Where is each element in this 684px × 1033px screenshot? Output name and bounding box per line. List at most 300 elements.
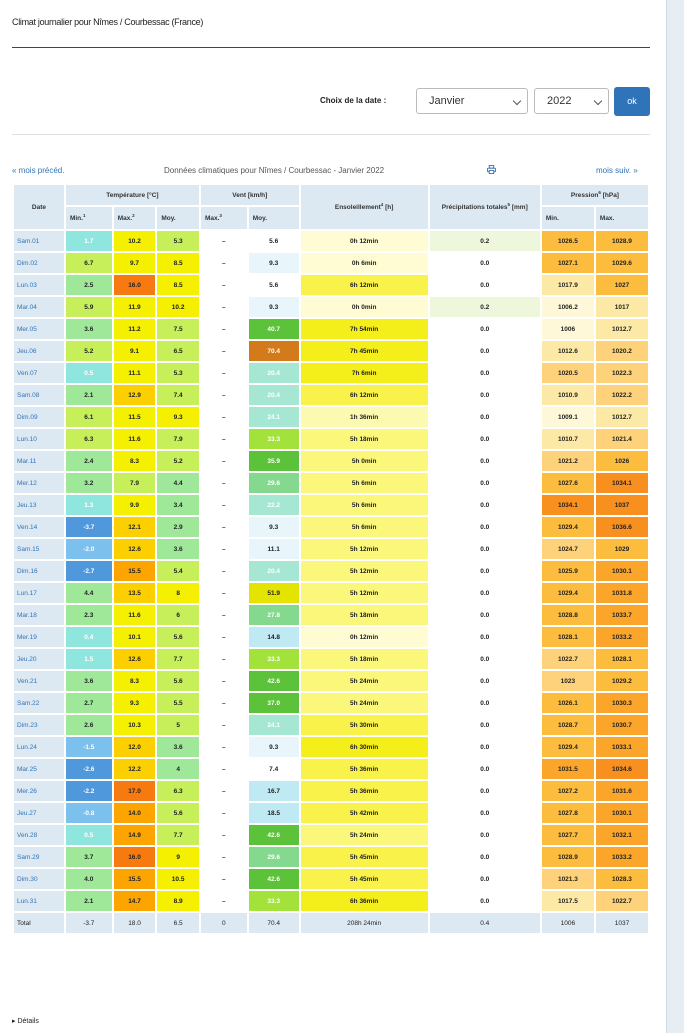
cell-temp-min: -0.8: [66, 803, 112, 823]
cell-pressure-max: 1028.1: [596, 649, 648, 669]
cell-pressure-min: 1034.1: [542, 495, 594, 515]
cell-wind-moy: 37.0: [249, 693, 299, 713]
cell-wind-moy: 20.4: [249, 385, 299, 405]
cell-temp-moy: 3.6: [157, 539, 199, 559]
cell-date[interactable]: Lun.03: [14, 275, 64, 295]
cell-wind-max: –: [201, 825, 247, 845]
header-wind: Vent [km/h]: [201, 185, 299, 205]
cell-pressure-max: 1036.6: [596, 517, 648, 537]
cell-pressure-min: 1017.9: [542, 275, 594, 295]
cell-temp-max: 11.9: [114, 297, 156, 317]
cell-date[interactable]: Mar.18: [14, 605, 64, 625]
cell-pressure-min: 1023: [542, 671, 594, 691]
cell-sunshine: 5h 18min: [301, 605, 428, 625]
cell-wind-moy: 20.4: [249, 561, 299, 581]
table-row: [14, 715, 648, 735]
cell-sunshine: 7h 6min: [301, 363, 428, 383]
cell-date[interactable]: Lun.17: [14, 583, 64, 603]
cell-temp-moy: 8.9: [157, 891, 199, 911]
cell-temp-max: 17.0: [114, 781, 156, 801]
cell-precipitation: 0.0: [430, 693, 540, 713]
cell-date[interactable]: Ven.07: [14, 363, 64, 383]
cell-date[interactable]: Lun.24: [14, 737, 64, 757]
table-row: [14, 825, 648, 845]
cell-pressure-max: 1030.3: [596, 693, 648, 713]
cell-pressure-min: 1012.6: [542, 341, 594, 361]
cell-pressure-max: 1030.1: [596, 803, 648, 823]
header-date: Date: [14, 185, 64, 229]
cell-pressure-max: 1031.6: [596, 781, 648, 801]
cell-temp-max: 15.5: [114, 561, 156, 581]
cell-temp-max: 7.9: [114, 473, 156, 493]
header-temp-max-text: Max.: [117, 215, 133, 223]
print-icon[interactable]: [487, 165, 496, 174]
cell-pressure-min: 1028.1: [542, 627, 594, 647]
cell-temp-moy: 5: [157, 715, 199, 735]
cell-pressure-min: 1029.4: [542, 737, 594, 757]
cell-precipitation: 0.0: [430, 407, 540, 427]
cell-wind-max: –: [201, 803, 247, 823]
cell-pressure-min: 1027.7: [542, 825, 594, 845]
cell-date[interactable]: Sam.22: [14, 693, 64, 713]
cell-wind-moy: 9.3: [249, 737, 299, 757]
cell-precipitation: 0.0: [430, 649, 540, 669]
cell-sunshine: 0h 6min: [301, 253, 428, 273]
cell-sunshine: 0h 12min: [301, 231, 428, 251]
cell-wind-max: –: [201, 275, 247, 295]
cell-sunshine: 6h 12min: [301, 275, 428, 295]
cell-temp-max: 12.2: [114, 759, 156, 779]
cell-precipitation: 0.0: [430, 825, 540, 845]
cell-date[interactable]: Jeu.20: [14, 649, 64, 669]
cell-temp-moy: 2.9: [157, 517, 199, 537]
cell-pressure-min: 1010.7: [542, 429, 594, 449]
cell-sunshine: 5h 24min: [301, 671, 428, 691]
cell-wind-max: –: [201, 407, 247, 427]
table-row: [14, 693, 648, 713]
cell-sunshine: 1h 36min: [301, 407, 428, 427]
month-select-value: Janvier: [429, 95, 465, 107]
cell-wind-moy: 9.3: [249, 517, 299, 537]
cell-precipitation: 0.0: [430, 495, 540, 515]
cell-pressure-max: 1012.7: [596, 407, 648, 427]
header-pressure-min: Min.: [542, 207, 594, 229]
cell-pressure-max: 1028.9: [596, 231, 648, 251]
cell-temp-min: 6.1: [66, 407, 112, 427]
table-row: [14, 759, 648, 779]
cell-temp-moy: 3.6: [157, 737, 199, 757]
cell-temp-moy: 3.4: [157, 495, 199, 515]
cell-pressure-max: 1031.8: [596, 583, 648, 603]
cell-precipitation: 0.2: [430, 297, 540, 317]
table-row: [14, 649, 648, 669]
cell-wind-max: –: [201, 627, 247, 647]
cell-temp-moy: 5.2: [157, 451, 199, 471]
cell-wind-max: –: [201, 517, 247, 537]
cell-wind-moy: 35.9: [249, 451, 299, 471]
cell-temp-max: 15.5: [114, 869, 156, 889]
header-precip-sup: 5: [507, 202, 511, 208]
cell-temp-min: 3.2: [66, 473, 112, 493]
cell-date[interactable]: Mer.19: [14, 627, 64, 647]
cell-date[interactable]: Dim.30: [14, 869, 64, 889]
cell-pressure-min: 1029.4: [542, 517, 594, 537]
cell-temp-max: 8.3: [114, 671, 156, 691]
cell-temp-min: 3.6: [66, 319, 112, 339]
cell-temp-moy: 5.6: [157, 627, 199, 647]
cell-temp-max: 11.2: [114, 319, 156, 339]
cell-wind-max: –: [201, 737, 247, 757]
cell-temp-min: -2.2: [66, 781, 112, 801]
cell-wind-moy: 24.1: [249, 715, 299, 735]
cell-wind-max: –: [201, 319, 247, 339]
cell-pressure-min: 1009.1: [542, 407, 594, 427]
cell-date[interactable]: Mar.25: [14, 759, 64, 779]
cell-pressure-min: 1026.5: [542, 231, 594, 251]
table-row: [14, 473, 648, 493]
cell-pressure-min: 1028.9: [542, 847, 594, 867]
cell-temp-moy: 4.4: [157, 473, 199, 493]
previous-month-link[interactable]: « mois précéd.: [12, 166, 65, 175]
cell-sunshine: 5h 18min: [301, 649, 428, 669]
cell-precipitation: 0.0: [430, 561, 540, 581]
cell-precipitation: 0.0: [430, 891, 540, 911]
cell-temp-min: 1.7: [66, 231, 112, 251]
cell-wind-moy: 40.7: [249, 319, 299, 339]
cell-pressure-min: 1029.4: [542, 583, 594, 603]
cell-precipitation: 0.0: [430, 627, 540, 647]
cell-temp-min: 0.4: [66, 627, 112, 647]
cell-pressure-max: 1021.4: [596, 429, 648, 449]
cell-date[interactable]: Dim.23: [14, 715, 64, 735]
cell-date[interactable]: Jeu.27: [14, 803, 64, 823]
cell-pressure-max: 1037: [596, 913, 648, 933]
table-row: [14, 385, 648, 405]
cell-sunshine: 5h 6min: [301, 495, 428, 515]
cell-temp-min: 2.5: [66, 275, 112, 295]
cell-temp-moy: 5.6: [157, 803, 199, 823]
cell-pressure-max: 1022.3: [596, 363, 648, 383]
cell-wind-moy: 70.4: [249, 341, 299, 361]
cell-wind-max: –: [201, 583, 247, 603]
cell-temp-moy: 5.3: [157, 363, 199, 383]
cell-date[interactable]: Dim.16: [14, 561, 64, 581]
table-row: [14, 275, 648, 295]
cell-date[interactable]: Dim.02: [14, 253, 64, 273]
cell-pressure-min: 1006: [542, 319, 594, 339]
cell-temp-moy: 4: [157, 759, 199, 779]
table-row: [14, 407, 648, 427]
cell-sunshine: 5h 36min: [301, 759, 428, 779]
cell-pressure-min: 1021.3: [542, 869, 594, 889]
cell-wind-moy: 16.7: [249, 781, 299, 801]
cell-precipitation: 0.0: [430, 583, 540, 603]
cell-pressure-max: 1033.7: [596, 605, 648, 625]
cell-pressure-max: 1012.7: [596, 319, 648, 339]
cell-wind-max: –: [201, 671, 247, 691]
cell-wind-moy: 29.6: [249, 847, 299, 867]
cell-temp-moy: 6: [157, 605, 199, 625]
cell-wind-max: –: [201, 429, 247, 449]
cell-temp-max: 16.0: [114, 275, 156, 295]
cell-precipitation: 0.0: [430, 671, 540, 691]
cell-temp-min: 3.6: [66, 671, 112, 691]
cell-temp-moy: 7.4: [157, 385, 199, 405]
cell-pressure-min: 1020.5: [542, 363, 594, 383]
cell-temp-moy: 6.5: [157, 341, 199, 361]
table-row: [14, 429, 648, 449]
cell-temp-max: 8.3: [114, 451, 156, 471]
table-row: [14, 451, 648, 471]
cell-temp-moy: 9: [157, 847, 199, 867]
cell-date[interactable]: Sam.01: [14, 231, 64, 251]
cell-pressure-max: 1029: [596, 539, 648, 559]
header-temp-max: [114, 207, 156, 229]
cell-precipitation: 0.2: [430, 231, 540, 251]
cell-sunshine: 0h 12min: [301, 627, 428, 647]
cell-wind-moy: 33.3: [249, 649, 299, 669]
header-sunshine-text: Ensoleillement: [334, 204, 381, 212]
cell-wind-moy: 42.6: [249, 869, 299, 889]
cell-date[interactable]: Ven.28: [14, 825, 64, 845]
cell-date[interactable]: Jeu.13: [14, 495, 64, 515]
table-row: [14, 495, 648, 515]
cell-wind-moy: 22.2: [249, 495, 299, 515]
cell-date[interactable]: Lun.31: [14, 891, 64, 911]
cell-precipitation: 0.0: [430, 715, 540, 735]
cell-sunshine: 6h 12min: [301, 385, 428, 405]
cell-wind-moy: 9.3: [249, 253, 299, 273]
cell-pressure-max: 1029.2: [596, 671, 648, 691]
cell-precipitation: 0.0: [430, 451, 540, 471]
table-row: [14, 627, 648, 647]
cell-temp-min: -3.7: [66, 517, 112, 537]
cell-precipitation: 0.0: [430, 517, 540, 537]
cell-date[interactable]: Jeu.06: [14, 341, 64, 361]
header-temp-min-text: Min.: [69, 215, 83, 223]
cell-sunshine: 5h 12min: [301, 539, 428, 559]
cell-wind-moy: 5.6: [249, 231, 299, 251]
cell-sunshine: 6h 30min: [301, 737, 428, 757]
cell-temp-moy: 8.5: [157, 253, 199, 273]
cell-wind-max: –: [201, 693, 247, 713]
cell-pressure-max: 1034.1: [596, 473, 648, 493]
cell-temp-max: 11.5: [114, 407, 156, 427]
table-row: [14, 891, 648, 911]
cell-sunshine: 5h 6min: [301, 473, 428, 493]
cell-temp-moy: 9.3: [157, 407, 199, 427]
table-row: [14, 231, 648, 251]
cell-pressure-min: 1006.2: [542, 297, 594, 317]
cell-date[interactable]: Mer.26: [14, 781, 64, 801]
cell-sunshine: 5h 6min: [301, 517, 428, 537]
header-temp-min: [66, 207, 112, 229]
cell-wind-max: –: [201, 385, 247, 405]
cell-sunshine: 7h 45min: [301, 341, 428, 361]
cell-wind-moy: 42.6: [249, 825, 299, 845]
cell-temp-moy: 8: [157, 583, 199, 603]
cell-temp-moy: 6.3: [157, 781, 199, 801]
cell-precipitation: 0.0: [430, 319, 540, 339]
cell-pressure-min: 1025.9: [542, 561, 594, 581]
cell-wind-max: –: [201, 605, 247, 625]
header-precip-unit: [mm]: [511, 204, 528, 212]
cell-temp-moy: 10.5: [157, 869, 199, 889]
cell-temp-min: 2.3: [66, 605, 112, 625]
cell-temp-min: 6.7: [66, 253, 112, 273]
cell-date[interactable]: Dim.09: [14, 407, 64, 427]
cell-pressure-max: 1029.6: [596, 253, 648, 273]
cell-temp-min: 2.1: [66, 891, 112, 911]
cell-wind-moy: 14.8: [249, 627, 299, 647]
cell-pressure-min: 1027.6: [542, 473, 594, 493]
cell-sunshine: 5h 45min: [301, 847, 428, 867]
cell-temp-max: 14.0: [114, 803, 156, 823]
cell-sunshine: 5h 24min: [301, 825, 428, 845]
cell-pressure-max: 1017: [596, 297, 648, 317]
table-row: [14, 561, 648, 581]
cell-date[interactable]: Sam.29: [14, 847, 64, 867]
cell-temp-min: 4.4: [66, 583, 112, 603]
date-choice-label: Choix de la date :: [320, 96, 387, 105]
cell-temp-min: 1.5: [66, 649, 112, 669]
cell-sunshine: 5h 12min: [301, 561, 428, 581]
cell-pressure-max: 1030.1: [596, 561, 648, 581]
cell-temp-min: 0.5: [66, 363, 112, 383]
cell-wind-moy: 11.1: [249, 539, 299, 559]
cell-pressure-min: 1028.8: [542, 605, 594, 625]
table-row: [14, 583, 648, 603]
cell-pressure-min: 1031.5: [542, 759, 594, 779]
header-temp-moy: Moy.: [157, 207, 199, 229]
cell-wind-moy: 42.6: [249, 671, 299, 691]
cell-date[interactable]: Sam.15: [14, 539, 64, 559]
header-sunshine-sup: 4: [380, 202, 384, 208]
cell-temp-max: 11.6: [114, 605, 156, 625]
cell-temp-min: -2.0: [66, 539, 112, 559]
cell-pressure-max: 1022.7: [596, 891, 648, 911]
header-pressure-max: Max.: [596, 207, 648, 229]
cell-temp-min: 1.3: [66, 495, 112, 515]
header-temp-min-sup: 1: [82, 213, 86, 219]
cell-sunshine: 5h 30min: [301, 715, 428, 735]
header-pressure-text: Pression: [570, 192, 599, 200]
cell-temp-max: 14.7: [114, 891, 156, 911]
cell-wind-moy: 20.4: [249, 363, 299, 383]
cell-precipitation: 0.0: [430, 737, 540, 757]
cell-wind-moy: 9.3: [249, 297, 299, 317]
table-row: [14, 253, 648, 273]
page-title: Climat journalier pour Nîmes / Courbessac (France): [12, 17, 204, 27]
chevron-down-icon: [594, 97, 602, 105]
cell-pressure-min: 1010.9: [542, 385, 594, 405]
cell-precipitation: 0.0: [430, 781, 540, 801]
table-row: [14, 363, 648, 383]
header-precipitation: [430, 185, 540, 229]
cell-wind-max: –: [201, 297, 247, 317]
cell-date[interactable]: Sam.08: [14, 385, 64, 405]
cell-wind-moy: 7.4: [249, 759, 299, 779]
month-select[interactable]: [416, 88, 528, 114]
cell-temp-moy: 5.6: [157, 671, 199, 691]
year-select[interactable]: [534, 88, 609, 114]
cell-precipitation: 0.0: [430, 605, 540, 625]
title-divider: [12, 47, 650, 48]
cell-wind-max: –: [201, 715, 247, 735]
cell-temp-max: 12.6: [114, 539, 156, 559]
right-sidebar-panel: [666, 0, 684, 1033]
cell-temp-max: 9.3: [114, 693, 156, 713]
header-precip-text: Précipitations totales: [441, 204, 508, 212]
table-row: [14, 847, 648, 867]
cell-pressure-max: 1030.7: [596, 715, 648, 735]
cell-pressure-max: 1033.2: [596, 847, 648, 867]
cell-sunshine: 5h 0min: [301, 451, 428, 471]
table-row: [14, 539, 648, 559]
header-wind-max: [201, 207, 247, 229]
cell-sunshine: 5h 18min: [301, 429, 428, 449]
cell-wind-max: –: [201, 891, 247, 911]
cell-date[interactable]: Lun.10: [14, 429, 64, 449]
cell-date[interactable]: Mar.04: [14, 297, 64, 317]
cell-temp-min: 2.6: [66, 715, 112, 735]
cell-wind-moy: 27.8: [249, 605, 299, 625]
table-row: [14, 341, 648, 361]
cell-wind-moy: 29.6: [249, 473, 299, 493]
header-temperature: Température [°C]: [66, 185, 199, 205]
cell-pressure-max: 1033.1: [596, 737, 648, 757]
cell-temp-min: 5.9: [66, 297, 112, 317]
cell-date[interactable]: Mer.05: [14, 319, 64, 339]
table-row: [14, 869, 648, 889]
cell-temp-min: 2.1: [66, 385, 112, 405]
table-total-row: [14, 913, 648, 933]
table-row: [14, 297, 648, 317]
table-row: [14, 517, 648, 537]
cell-pressure-max: 1033.2: [596, 627, 648, 647]
cell-precipitation: 0.0: [430, 363, 540, 383]
header-sunshine-unit: [h]: [385, 204, 394, 212]
cell-temp-max: 14.9: [114, 825, 156, 845]
cell-temp-moy: 5.4: [157, 561, 199, 581]
header-wind-max-sup: 3: [219, 213, 222, 219]
cell-temp-max: 10.3: [114, 715, 156, 735]
cell-wind-max: –: [201, 561, 247, 581]
cell-temp-moy: 7.9: [157, 429, 199, 449]
cell-temp-max: 12.0: [114, 737, 156, 757]
cell-wind-max: –: [201, 231, 247, 251]
next-month-link[interactable]: mois suiv. »: [596, 166, 638, 175]
cell-wind-max: –: [201, 451, 247, 471]
cell-date[interactable]: Mer.12: [14, 473, 64, 493]
cell-temp-max: 12.1: [114, 517, 156, 537]
header-wind-max-text: Max.: [204, 215, 220, 223]
cell-date[interactable]: Ven.21: [14, 671, 64, 691]
cell-date[interactable]: Ven.14: [14, 517, 64, 537]
details-toggle[interactable]: ▸ Détails: [12, 1018, 39, 1025]
ok-button[interactable]: ok: [614, 87, 650, 116]
cell-temp-max: 12.9: [114, 385, 156, 405]
cell-sunshine: 6h 36min: [301, 891, 428, 911]
cell-temp-moy: 7.7: [157, 649, 199, 669]
cell-wind-max: –: [201, 341, 247, 361]
cell-temp-min: 0.5: [66, 825, 112, 845]
cell-precipitation: 0.0: [430, 539, 540, 559]
cell-temp-max: 10.1: [114, 627, 156, 647]
cell-date[interactable]: Mar.11: [14, 451, 64, 471]
cell-wind-moy: 24.1: [249, 407, 299, 427]
cell-precipitation: 0.0: [430, 341, 540, 361]
